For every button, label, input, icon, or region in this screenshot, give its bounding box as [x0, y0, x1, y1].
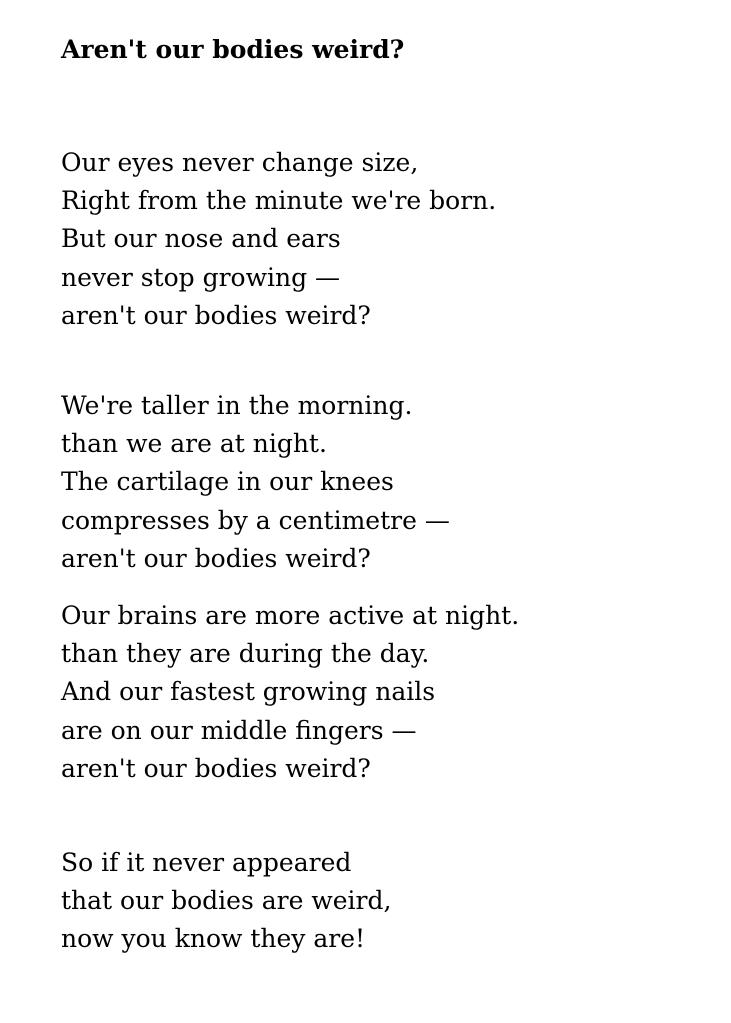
poem-line: Right from the minute we're born.	[61, 186, 497, 216]
stanza-2	[61, 387, 450, 578]
poem-line: aren't our bodies weird?	[61, 753, 371, 783]
stanza-4	[61, 844, 391, 959]
poem-line: that our bodies are weird,	[61, 886, 392, 916]
poem-line: Our brains are more active at night.	[61, 601, 520, 630]
poem-line: than we are at night.	[61, 429, 327, 459]
poem-line: We're taller in the morning.	[61, 391, 413, 420]
poem-line: are on our middle fingers —	[61, 715, 417, 745]
poem-line: now you know they are!	[61, 924, 366, 954]
stanza-1	[61, 144, 496, 335]
poem-line: The cartilage in our knees	[61, 467, 394, 497]
poem-line: But our nose and ears	[61, 224, 341, 254]
poem-line: aren't our bodies weird?	[61, 300, 371, 330]
poem-line: than they are during the day.	[61, 639, 430, 669]
poem-line: So if it never appeared	[61, 848, 352, 877]
poem-line: compresses by a centimetre —	[61, 505, 450, 535]
poem-title: Aren't our bodies weird?	[61, 35, 405, 64]
poem-line: aren't our bodies weird?	[61, 543, 371, 573]
poem-line: never stop growing —	[61, 262, 341, 292]
stanza-3	[61, 597, 519, 788]
poem-line: Our eyes never change size,	[61, 148, 419, 177]
poem-line: And our fastest growing nails	[61, 677, 436, 707]
